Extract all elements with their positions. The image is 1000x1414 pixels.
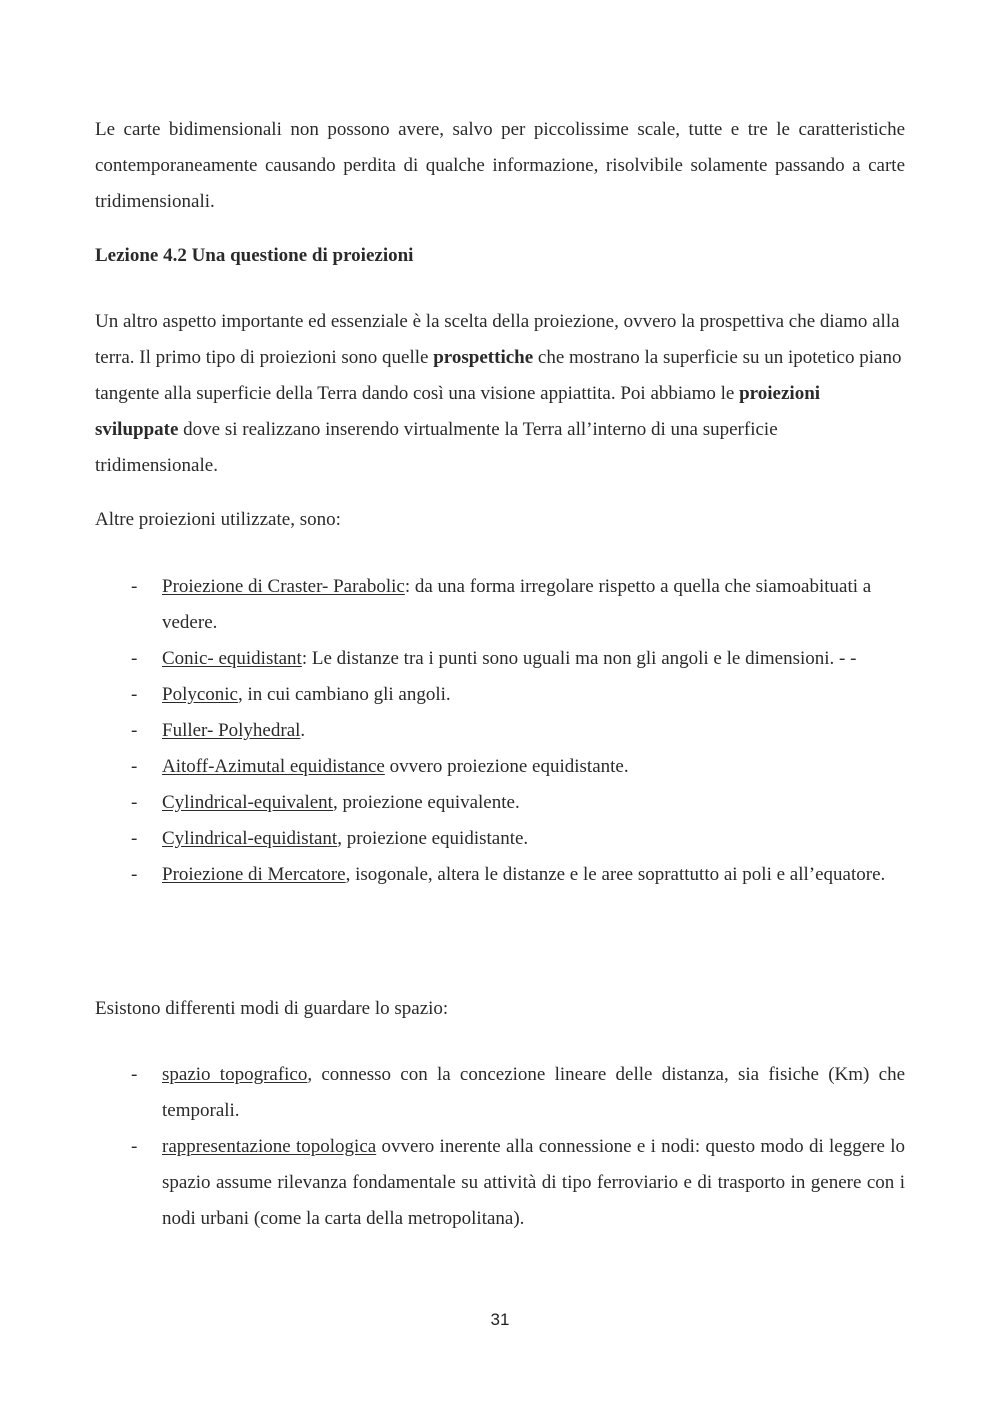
list-item <box>95 569 905 641</box>
dash-bullet: - <box>131 792 138 813</box>
projections-text-2: che mostrano la superficie su un ipotetico piano tangente alla superficie della Terra dando così una visione appiattita. Poi abbiamo le <box>95 347 902 404</box>
projections-term-prospettiche: prospettiche <box>433 347 534 368</box>
list-item <box>95 749 905 785</box>
list-item-term: Polyconic <box>162 684 238 705</box>
list-item-term: rappresentazione topologica <box>162 1136 377 1157</box>
dash-bullet: - <box>131 828 138 849</box>
list-item <box>95 1129 905 1237</box>
dash-bullet: - <box>131 864 138 885</box>
intro-section <box>95 112 905 220</box>
list-item <box>95 785 905 821</box>
list-item <box>95 857 905 893</box>
dash-bullet: - <box>131 648 138 669</box>
list-item-term: Aitoff-Azimutal equidistance <box>162 756 385 777</box>
list-item-text: : Le distanze tra i punti sono uguali ma non gli angoli e le dimensioni. - - <box>301 648 857 669</box>
dash-bullet: - <box>131 1064 138 1085</box>
list-item-text: , connesso con la concezione lineare delle distanza, sia fisiche (Km) che temporali. <box>162 1064 905 1121</box>
list-item <box>95 1057 905 1129</box>
projections-list <box>95 569 905 893</box>
list-item-term: Cylindrical-equidistant <box>162 828 338 849</box>
space-intro-block <box>95 991 905 1027</box>
list-item-term: Conic- equidistant <box>162 648 302 669</box>
projections-text-3: dove si realizzano inserendo virtualmente la Terra all’interno di una superficie tridimensionale. <box>95 419 778 476</box>
dash-bullet: - <box>131 1136 138 1157</box>
section-heading: Lezione 4.2 Una questione di proiezioni <box>95 245 414 266</box>
space-modes-list <box>95 1057 905 1237</box>
list-item-text: , isogonale, altera le distanze e le aree soprattutto ai poli e all’equatore. <box>345 864 886 885</box>
list-item-text: ovvero inerente alla connessione e i nodi: questo modo di leggere lo spazio assume rilevanza fondamentale su attività di tipo ferroviario e di trasporto in genere con i nodi urbani (come la carta della metropolitana). <box>162 1136 905 1229</box>
intro-paragraph: Le carte bidimensionali non possono avere, salvo per piccolissime scale, tutte e tre le caratteristiche contemporaneamente causando perdita di qualche informazione, risolvibile solamente passando a carte tridimensionali. <box>95 119 905 212</box>
list-item-term: Proiezione di Mercatore <box>162 864 346 885</box>
projections-list-block <box>95 569 905 893</box>
list-item <box>95 713 905 749</box>
list-item <box>95 821 905 857</box>
dash-bullet: - <box>131 756 138 777</box>
list-item-text: . <box>300 720 306 741</box>
other-projections-intro-block <box>95 502 905 538</box>
dash-bullet: - <box>131 720 138 741</box>
space-list-block <box>95 1057 905 1237</box>
list-item-text: : da una forma irregolare rispetto a quella che siamoabituati a vedere. <box>162 576 872 633</box>
projections-paragraph <box>95 304 905 484</box>
projections-term-sviluppate: proiezioni sviluppate <box>95 383 821 440</box>
dash-bullet: - <box>131 576 138 597</box>
list-item <box>95 677 905 713</box>
list-item <box>95 641 905 677</box>
projections-text-1: Un altro aspetto importante ed essenziale è la scelta della proiezione, ovvero la prospettiva che diamo alla terra. Il primo tipo di proiezioni sono quelle <box>95 311 900 368</box>
projections-section <box>95 304 905 484</box>
list-item-text: ovvero proiezione equidistante. <box>384 756 629 777</box>
list-item-term: Proiezione di Craster- Parabolic <box>162 576 405 597</box>
page-number: 31 <box>490 1310 510 1329</box>
list-item-term: Cylindrical-equivalent <box>162 792 333 813</box>
list-item-term: spazio topografico <box>162 1064 308 1085</box>
other-projections-intro: Altre proiezioni utilizzate, sono: <box>95 509 341 530</box>
list-item-text: , proiezione equivalente. <box>332 792 520 813</box>
space-intro: Esistono differenti modi di guardare lo spazio: <box>95 998 449 1019</box>
dash-bullet: - <box>131 684 138 705</box>
list-item-text: , proiezione equidistante. <box>337 828 529 849</box>
list-item-text: , in cui cambiano gli angoli. <box>238 684 451 705</box>
section-heading-block <box>95 241 905 271</box>
list-item-term: Fuller- Polyhedral <box>162 720 301 741</box>
